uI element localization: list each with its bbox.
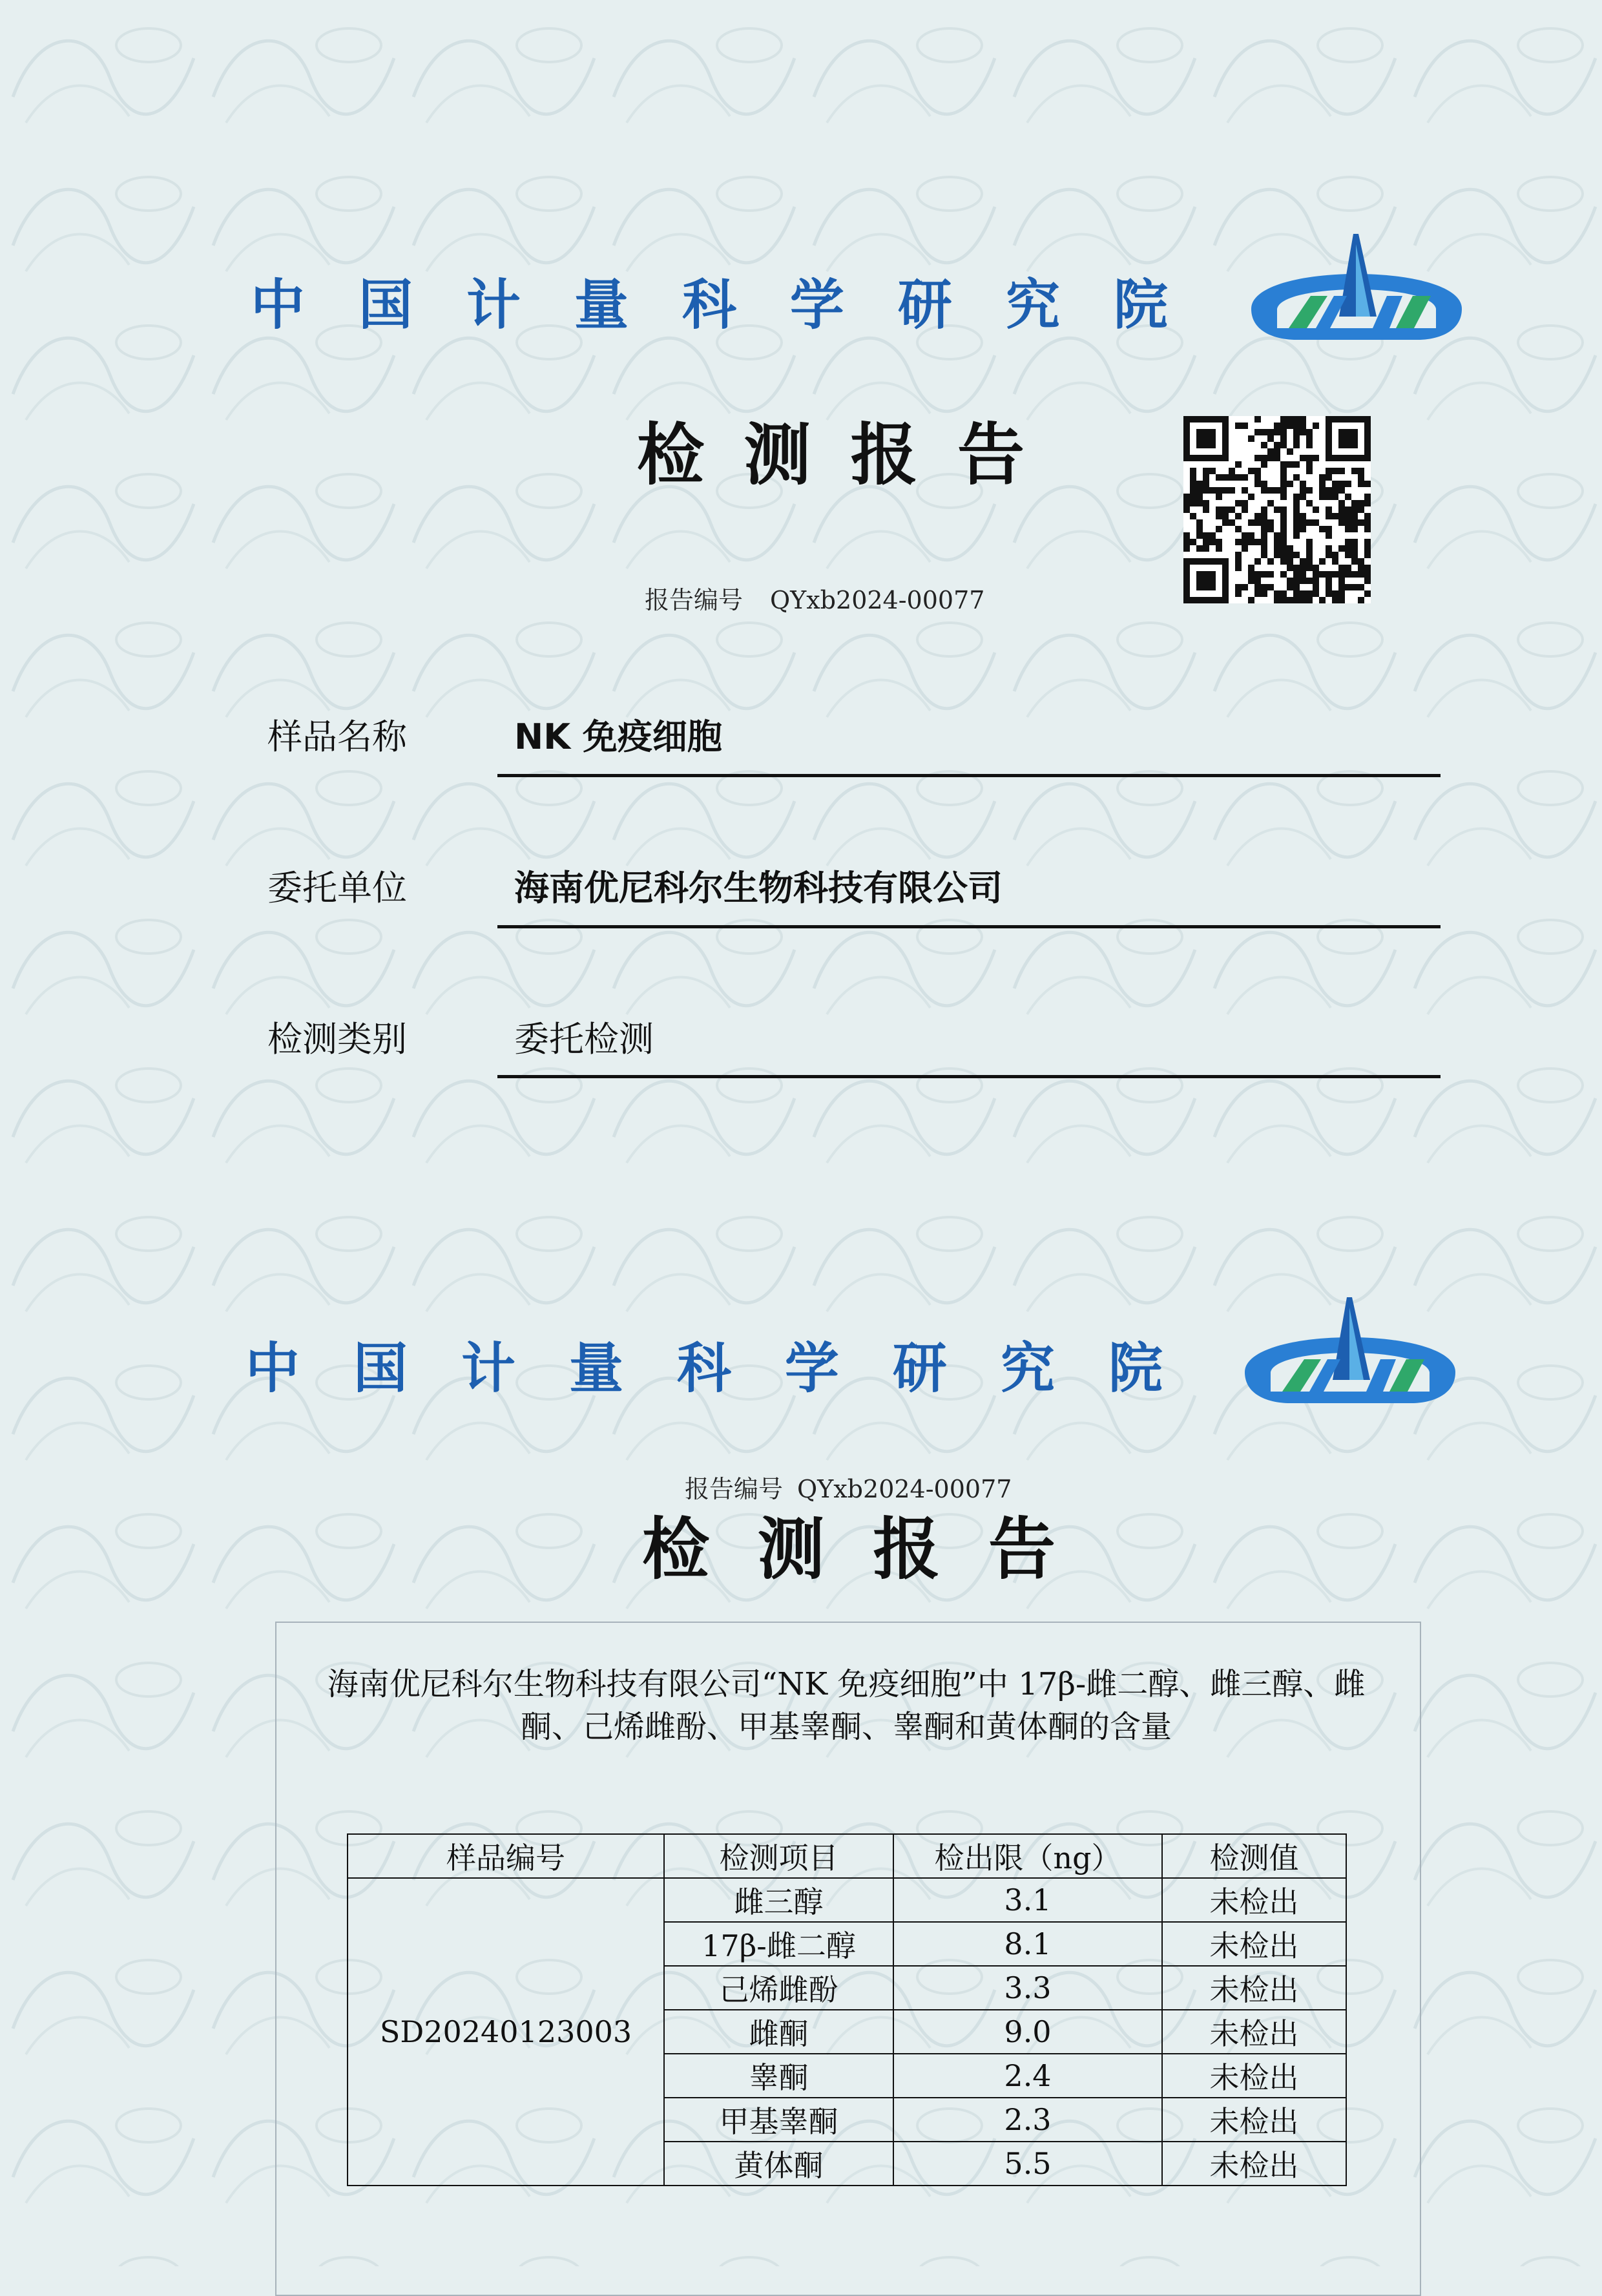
field-underline [497,1075,1441,1078]
table-header-row [348,1834,1346,1878]
page2-title-char: 告 [988,1510,1056,1589]
test-value-cell: 未检出 [1162,2098,1346,2142]
test-item-cell: 雌酮 [664,2010,893,2054]
institute-name-char: 计 [466,273,521,337]
institute-name-char: 院 [1113,273,1168,337]
institute-name-char: 科 [676,1336,731,1400]
cover-report-number [645,580,984,616]
table-row [348,1878,1346,1922]
nim-logo-icon [1243,231,1470,341]
test-value-cell: 未检出 [1162,1878,1346,1922]
test-value-cell: 未检出 [1162,2054,1346,2098]
detection-limit-cell: 3.1 [893,1878,1162,1922]
institute-name-char: 国 [353,1336,408,1400]
institute-name-char: 学 [784,1336,839,1400]
detection-limit-cell: 2.4 [893,2054,1162,2098]
detection-limit-cell: 5.5 [893,2142,1162,2186]
field-label-test-type: 检测类别 [267,1019,407,1059]
header-test-value: 检测值 [1162,1834,1346,1878]
header-test-item: 检测项目 [664,1834,893,1878]
detection-limit-cell: 2.3 [893,2098,1162,2142]
institute-name-char: 学 [789,273,844,337]
test-value-cell: 未检出 [1162,2142,1346,2186]
field-value-sample-name: NK 免疫细胞 [514,716,722,757]
qr-code-icon [1183,416,1371,603]
page2-title-char: 检 [642,1510,710,1589]
field-value-test-type: 委托检测 [514,1019,654,1059]
detection-limit-cell: 8.1 [893,1922,1162,1966]
institute-name-char: 量 [574,273,629,337]
page2-title-char: 报 [873,1510,941,1589]
field-value-client: 海南优尼科尔生物科技有限公司 [514,868,1003,908]
detection-limit-cell: 3.3 [893,1966,1162,2010]
institute-name [245,1328,1163,1399]
cover-title-char: 告 [957,415,1025,494]
test-item-cell: 17β-雌二醇 [664,1922,893,1966]
test-item-cell: 睾酮 [664,2054,893,2098]
report-number-value: QYxb2024-00077 [797,1475,1012,1503]
test-value-cell: 未检出 [1162,1966,1346,2010]
page2-report-number [685,1469,1012,1505]
results-table [347,1833,1347,2186]
institute-name-char: 院 [1108,1336,1163,1400]
test-value-cell: 未检出 [1162,2010,1346,2054]
page2-title [642,1501,1056,1589]
field-underline [497,774,1441,777]
institute-name-char: 科 [681,273,736,337]
institute-name-char: 研 [897,273,952,337]
test-item-cell: 甲基睾酮 [664,2098,893,2142]
institute-name-char: 究 [1000,1336,1055,1400]
cover-title-char: 测 [744,415,811,494]
page2-title-char: 测 [757,1510,825,1589]
field-label-sample-name: 样品名称 [267,716,407,757]
cover-title [637,407,1025,494]
test-item-cell: 雌三醇 [664,1878,893,1922]
nim-logo-icon [1237,1295,1463,1404]
institute-name-char: 研 [892,1336,947,1400]
institute-name-char: 量 [568,1336,623,1400]
test-item-cell: 黄体酮 [664,2142,893,2186]
field-underline [497,925,1441,928]
header-sample-id: 样品编号 [348,1834,664,1878]
report-number-label: 报告编号 [685,1475,784,1503]
header-detection-limit: 检出限（ng） [893,1834,1162,1878]
detection-limit-cell: 9.0 [893,2010,1162,2054]
report-number-label: 报告编号 [645,586,744,614]
institute-name-char: 计 [461,1336,515,1400]
institute-name-char: 中 [251,273,306,337]
field-label-client: 委托单位 [267,868,407,908]
sample-id-cell: SD20240123003 [348,1878,664,2186]
results-heading-line: 海南优尼科尔生物科技有限公司“NK 免疫细胞”中 17β-雌二醇、雌三醇、雌 [327,1666,1366,1702]
test-value-cell: 未检出 [1162,1922,1346,1966]
test-item-cell: 己烯雌酚 [664,1966,893,2010]
institute-name [251,265,1168,336]
institute-name-char: 国 [358,273,413,337]
cover-title-char: 检 [637,415,705,494]
institute-name-char: 中 [245,1336,300,1400]
report-number-value: QYxb2024-00077 [770,586,985,614]
results-heading [304,1663,1389,1748]
cover-title-char: 报 [850,415,918,494]
results-heading-line: 酮、己烯雌酚、甲基睾酮、睾酮和黄体酮的含量 [520,1709,1172,1745]
institute-name-char: 究 [1005,273,1060,337]
